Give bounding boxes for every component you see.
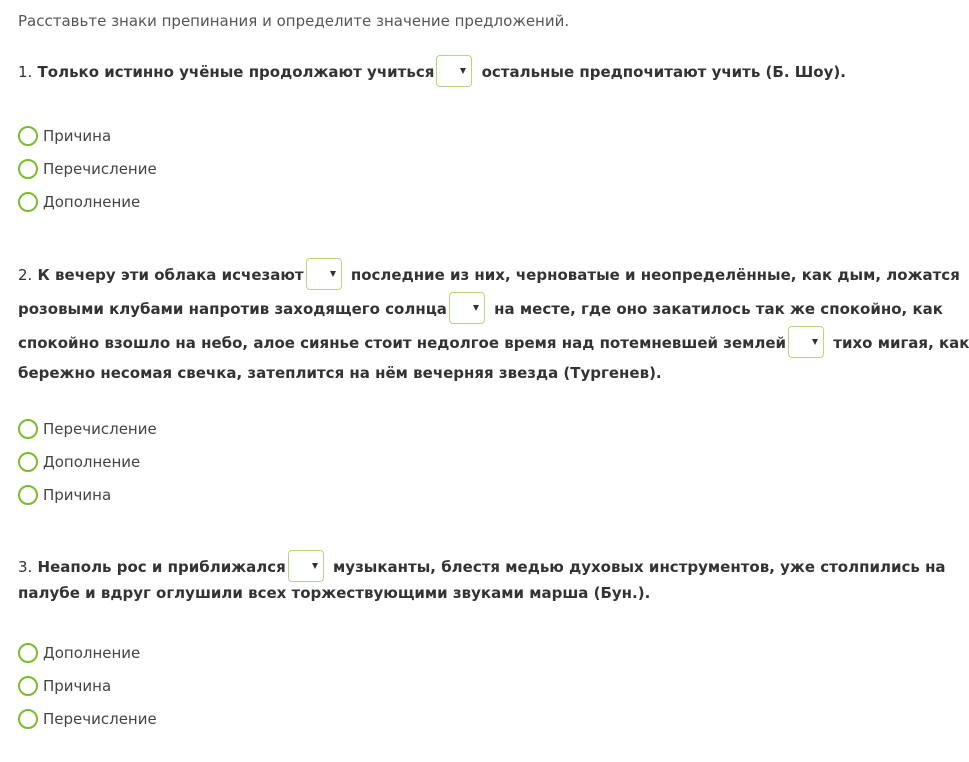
radio-circle-icon[interactable] <box>18 192 38 212</box>
question-text: тихо мигая, как <box>833 334 969 352</box>
option-label: Перечисление <box>43 709 157 728</box>
radio-circle-icon[interactable] <box>18 709 38 729</box>
radio-circle-icon[interactable] <box>18 159 38 179</box>
question-number: 1. <box>18 63 33 81</box>
option-radio[interactable] <box>18 412 157 445</box>
option-radio[interactable] <box>18 636 157 669</box>
question-text: бережно несомая свечка, затеплится на нём вечерняя звезда (Тургенев). <box>18 364 662 382</box>
option-label: Дополнение <box>43 643 141 662</box>
question-line <box>18 580 918 610</box>
question-text: Неаполь рос и приближался <box>37 558 286 576</box>
chevron-down-icon <box>330 271 336 277</box>
question-text: последние из них, черноватые и неопределённые, как дым, ложатся <box>350 266 960 284</box>
question-number: 2. <box>18 266 33 284</box>
chevron-down-icon <box>312 563 318 569</box>
question-number: 3. <box>18 558 33 576</box>
option-radio[interactable] <box>18 445 157 478</box>
option-radio[interactable] <box>18 152 157 185</box>
question-line <box>18 292 943 326</box>
question-text: палубе и вдруг оглушили всех торжествующими звуками марша (Бун.). <box>18 584 651 602</box>
question-text: спокойно взошло на небо, алое сиянье стоит недолгое время над потемневшей землей <box>18 334 787 352</box>
punctuation-dropdown[interactable] <box>306 258 342 290</box>
option-radio[interactable] <box>18 669 157 702</box>
task-instruction: Расставьте знаки препинания и определите значение предложений. <box>18 12 570 30</box>
punctuation-dropdown[interactable] <box>436 55 472 87</box>
answer-options-2 <box>18 412 157 511</box>
option-label: Причина <box>43 485 112 504</box>
answer-options-1 <box>18 119 157 218</box>
punctuation-dropdown[interactable] <box>288 550 324 582</box>
question-line <box>18 360 918 386</box>
question-text: Только истинно учёные продолжают учиться <box>37 63 435 81</box>
question-text: К вечеру эти облака исчезают <box>37 266 304 284</box>
question-line <box>18 258 960 292</box>
radio-circle-icon[interactable] <box>18 452 38 472</box>
option-radio[interactable] <box>18 185 157 218</box>
chevron-down-icon <box>812 339 818 345</box>
option-label: Дополнение <box>43 452 141 471</box>
punctuation-dropdown[interactable] <box>449 292 485 324</box>
option-label: Дополнение <box>43 192 141 211</box>
question-1 <box>18 55 918 89</box>
question-text: остальные предпочитают учить (Б. Шоу). <box>481 63 846 81</box>
radio-circle-icon[interactable] <box>18 485 38 505</box>
chevron-down-icon <box>473 305 479 311</box>
option-radio[interactable] <box>18 702 157 735</box>
option-radio[interactable] <box>18 119 157 152</box>
radio-circle-icon[interactable] <box>18 419 38 439</box>
radio-circle-icon[interactable] <box>18 643 38 663</box>
punctuation-dropdown[interactable] <box>788 326 824 358</box>
option-label: Перечисление <box>43 419 157 438</box>
question-line <box>18 326 969 360</box>
question-text: розовыми клубами напротив заходящего солнца <box>18 300 447 318</box>
radio-circle-icon[interactable] <box>18 676 38 696</box>
question-text: на месте, где оно закатилось так же спокойно, как <box>494 300 943 318</box>
question-line <box>18 550 946 580</box>
radio-circle-icon[interactable] <box>18 126 38 146</box>
option-label: Причина <box>43 126 112 145</box>
option-label: Причина <box>43 676 112 695</box>
option-radio[interactable] <box>18 478 157 511</box>
question-3 <box>18 550 946 610</box>
answer-options-3 <box>18 636 157 735</box>
question-text: музыканты, блестя медью духовых инструментов, уже столпились на <box>333 558 946 576</box>
option-label: Перечисление <box>43 159 157 178</box>
chevron-down-icon <box>460 68 466 74</box>
question-2 <box>18 258 969 386</box>
